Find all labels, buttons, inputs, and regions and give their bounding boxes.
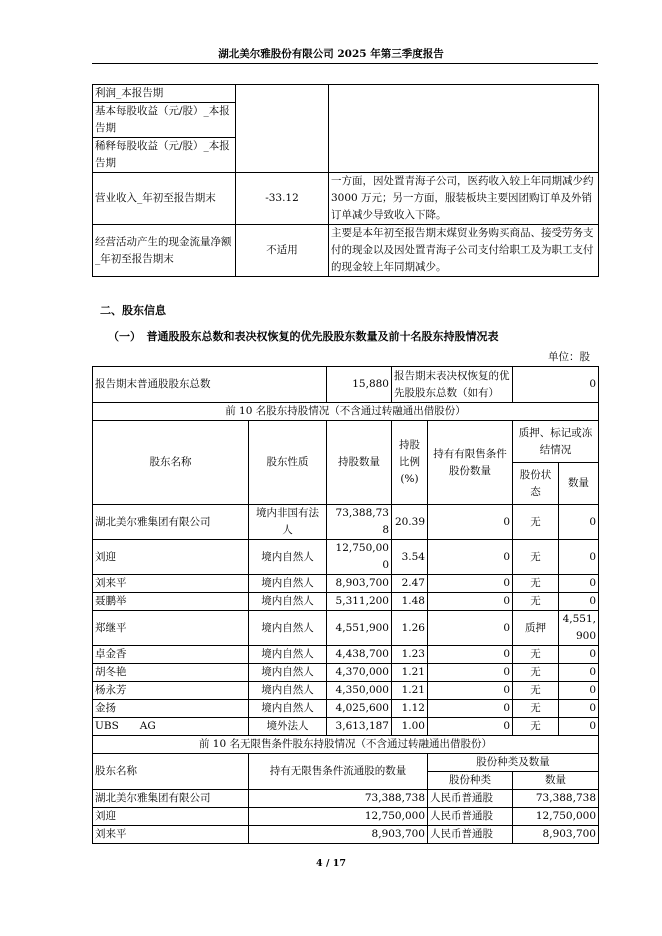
holder-nature: 境内自然人 <box>249 540 327 575</box>
holder-pledge-qty: 4,551,900 <box>559 611 599 646</box>
holder-status: 无 <box>513 575 559 593</box>
holders-body <box>93 505 599 736</box>
holder-pledge-qty: 0 <box>559 664 599 682</box>
item-cell: 利润_本报告期 <box>93 85 236 103</box>
holder-name: 刘来平 <box>93 575 249 593</box>
holder-ratio: 1.00 <box>392 718 428 736</box>
unres-qty: 73,388,738 <box>513 790 599 808</box>
holder-amount: 4,370,000 <box>327 664 392 682</box>
table-row <box>93 611 599 646</box>
table-row <box>93 646 599 664</box>
shareholder-table <box>92 366 599 844</box>
holder-ratio: 3.54 <box>392 540 428 575</box>
page-number: 4 / 17 <box>316 858 346 869</box>
unres-name: 刘来平 <box>93 826 249 844</box>
holder-status: 无 <box>513 646 559 664</box>
holder-nature: 境内自然人 <box>249 593 327 611</box>
holder-name: 卓金香 <box>93 646 249 664</box>
holder-status: 无 <box>513 682 559 700</box>
unres-header-kind-group: 股份种类及数量 <box>428 754 599 772</box>
top10-title: 前 10 名股东持股情况（不含通过转融通出借股份） <box>93 403 599 421</box>
unres-amount: 8,903,700 <box>249 826 428 844</box>
reason-cell: 主要是本年初至报告期末煤贸业务购买商品、接受劳务支付的现金以及因处置青海子公司支付给职工及为职工支付的现金较上年同期减少。 <box>329 225 599 277</box>
unres-header-kind: 股份种类 <box>428 772 513 790</box>
holder-name: 湖北美尔雅集团有限公司 <box>93 505 249 540</box>
unres-qty: 8,903,700 <box>513 826 599 844</box>
holder-amount: 4,438,700 <box>327 646 392 664</box>
holder-name: 刘迎 <box>93 540 249 575</box>
reason-cell <box>329 85 599 173</box>
table-header-row <box>93 754 599 772</box>
holder-status: 无 <box>513 505 559 540</box>
unres-header-qty: 数量 <box>513 772 599 790</box>
holder-name: 聂鹏举 <box>93 593 249 611</box>
holder-ratio: 1.48 <box>392 593 428 611</box>
holder-status: 无 <box>513 700 559 718</box>
table-row <box>93 826 599 844</box>
holder-pledge-qty: 0 <box>559 682 599 700</box>
table-row <box>93 808 599 826</box>
holder-ratio: 1.21 <box>392 682 428 700</box>
holder-ratio: 1.21 <box>392 664 428 682</box>
header-qty: 数量 <box>559 463 599 505</box>
unres-name: 湖北美尔雅集团有限公司 <box>93 790 249 808</box>
value-cell: -33.12 <box>236 173 329 225</box>
holder-nature: 境外法人 <box>249 718 327 736</box>
unres-amount: 12,750,000 <box>249 808 428 826</box>
unres-header-name: 股东名称 <box>93 754 249 790</box>
header-nature: 股东性质 <box>249 421 327 505</box>
page-header: 湖北美尔雅股份有限公司 2025 年第三季度报告 <box>218 48 444 60</box>
item-cell: 经营活动产生的现金流量净额_年初至报告期末 <box>93 225 236 277</box>
header-pledge: 质押、标记或冻结情况 <box>513 421 599 463</box>
item-cell: 营业收入_年初至报告期末 <box>93 173 236 225</box>
holder-pledge-qty: 0 <box>559 575 599 593</box>
unres-kind: 人民币普通股 <box>428 790 513 808</box>
holder-amount: 4,350,000 <box>327 682 392 700</box>
header-amount: 持股数量 <box>327 421 392 505</box>
subsection-title: （一） 普通股股东总数和表决权恢复的优先股股东数量及前十名股东持股情况表 <box>108 330 499 343</box>
item-cell: 稀释每股收益（元/股）_本报告期 <box>93 138 236 173</box>
unres-header-amount: 持有无限售条件流通股的数量 <box>249 754 428 790</box>
holder-nature: 境内自然人 <box>249 664 327 682</box>
holder-restricted: 0 <box>428 540 513 575</box>
value-cell <box>236 85 329 173</box>
holder-name: 胡冬艳 <box>93 664 249 682</box>
holder-pledge-qty: 0 <box>559 593 599 611</box>
holder-nature: 境内自然人 <box>249 575 327 593</box>
unres-body <box>93 790 599 844</box>
table-row <box>93 682 599 700</box>
table-row <box>93 718 599 736</box>
value-cell: 不适用 <box>236 225 329 277</box>
header-restricted: 持有有限售条件股份数量 <box>428 421 513 505</box>
table-row <box>93 790 599 808</box>
table-header-row <box>93 421 599 463</box>
unres-title: 前 10 名无限售条件股东持股情况（不含通过转融通出借股份） <box>93 736 599 754</box>
holder-pledge-qty: 0 <box>559 540 599 575</box>
holder-name: 金扬 <box>93 700 249 718</box>
pref-holders-value: 0 <box>513 367 599 403</box>
holder-restricted: 0 <box>428 718 513 736</box>
header-ratio: 持股比例(%) <box>392 421 428 505</box>
header-status: 股份状态 <box>513 463 559 505</box>
table-row <box>93 540 599 575</box>
holder-restricted: 0 <box>428 700 513 718</box>
holder-pledge-qty: 0 <box>559 700 599 718</box>
table-row <box>93 505 599 540</box>
holder-status: 无 <box>513 718 559 736</box>
unres-qty: 12,750,000 <box>513 808 599 826</box>
holder-amount: 5,311,200 <box>327 593 392 611</box>
holder-amount: 3,613,187 <box>327 718 392 736</box>
holder-restricted: 0 <box>428 682 513 700</box>
holder-restricted: 0 <box>428 664 513 682</box>
table-row <box>93 736 599 754</box>
holder-restricted: 0 <box>428 575 513 593</box>
holder-amount: 73,388,738 <box>327 505 392 540</box>
header-name: 股东名称 <box>93 421 249 505</box>
unres-name: 刘迎 <box>93 808 249 826</box>
holder-name: 郑继平 <box>93 611 249 646</box>
section-title: 二、股东信息 <box>100 304 166 317</box>
holder-status: 无 <box>513 593 559 611</box>
holder-pledge-qty: 0 <box>559 646 599 664</box>
unres-kind: 人民币普通股 <box>428 808 513 826</box>
unit-label: 单位：股 <box>548 351 590 363</box>
pref-holders-label: 报告期末表决权恢复的优先股股东总数（如有） <box>392 367 513 403</box>
holder-amount: 4,551,900 <box>327 611 392 646</box>
holder-nature: 境内自然人 <box>249 646 327 664</box>
table-row <box>93 593 599 611</box>
holder-nature: 境内自然人 <box>249 682 327 700</box>
table-row <box>93 85 599 103</box>
table-row <box>93 225 599 277</box>
holder-nature: 境内自然人 <box>249 611 327 646</box>
holder-ratio: 20.39 <box>392 505 428 540</box>
unres-amount: 73,388,738 <box>249 790 428 808</box>
holder-ratio: 1.26 <box>392 611 428 646</box>
holder-name: UBS AG <box>93 718 249 736</box>
holder-restricted: 0 <box>428 646 513 664</box>
table-row <box>93 664 599 682</box>
holder-restricted: 0 <box>428 611 513 646</box>
item-cell: 基本每股收益（元/股）_本报告期 <box>93 103 236 138</box>
holder-status: 无 <box>513 540 559 575</box>
change-reasons-table <box>92 84 599 277</box>
table-row <box>93 173 599 225</box>
table-row <box>93 700 599 718</box>
holder-status: 无 <box>513 664 559 682</box>
table-row <box>93 367 599 403</box>
holder-restricted: 0 <box>428 593 513 611</box>
holder-amount: 8,903,700 <box>327 575 392 593</box>
holder-restricted: 0 <box>428 505 513 540</box>
total-holders-value: 15,880 <box>327 367 392 403</box>
unres-kind: 人民币普通股 <box>428 826 513 844</box>
holder-pledge-qty: 0 <box>559 718 599 736</box>
holder-name: 杨永芳 <box>93 682 249 700</box>
table-row <box>93 403 599 421</box>
total-holders-label: 报告期末普通股股东总数 <box>93 367 327 403</box>
holder-nature: 境内自然人 <box>249 700 327 718</box>
reason-cell: 一方面，因处置青海子公司，医药收入较上年同期减少约 3000 万元；另一方面，服装板块主要因团购订单及外销订单减少导致收入下降。 <box>329 173 599 225</box>
table-row <box>93 575 599 593</box>
holder-pledge-qty: 0 <box>559 505 599 540</box>
holder-amount: 12,750,000 <box>327 540 392 575</box>
holder-ratio: 1.23 <box>392 646 428 664</box>
holder-status: 质押 <box>513 611 559 646</box>
holder-nature: 境内非国有法人 <box>249 505 327 540</box>
holder-amount: 4,025,600 <box>327 700 392 718</box>
holder-ratio: 1.12 <box>392 700 428 718</box>
header-rule <box>92 63 598 64</box>
holder-ratio: 2.47 <box>392 575 428 593</box>
